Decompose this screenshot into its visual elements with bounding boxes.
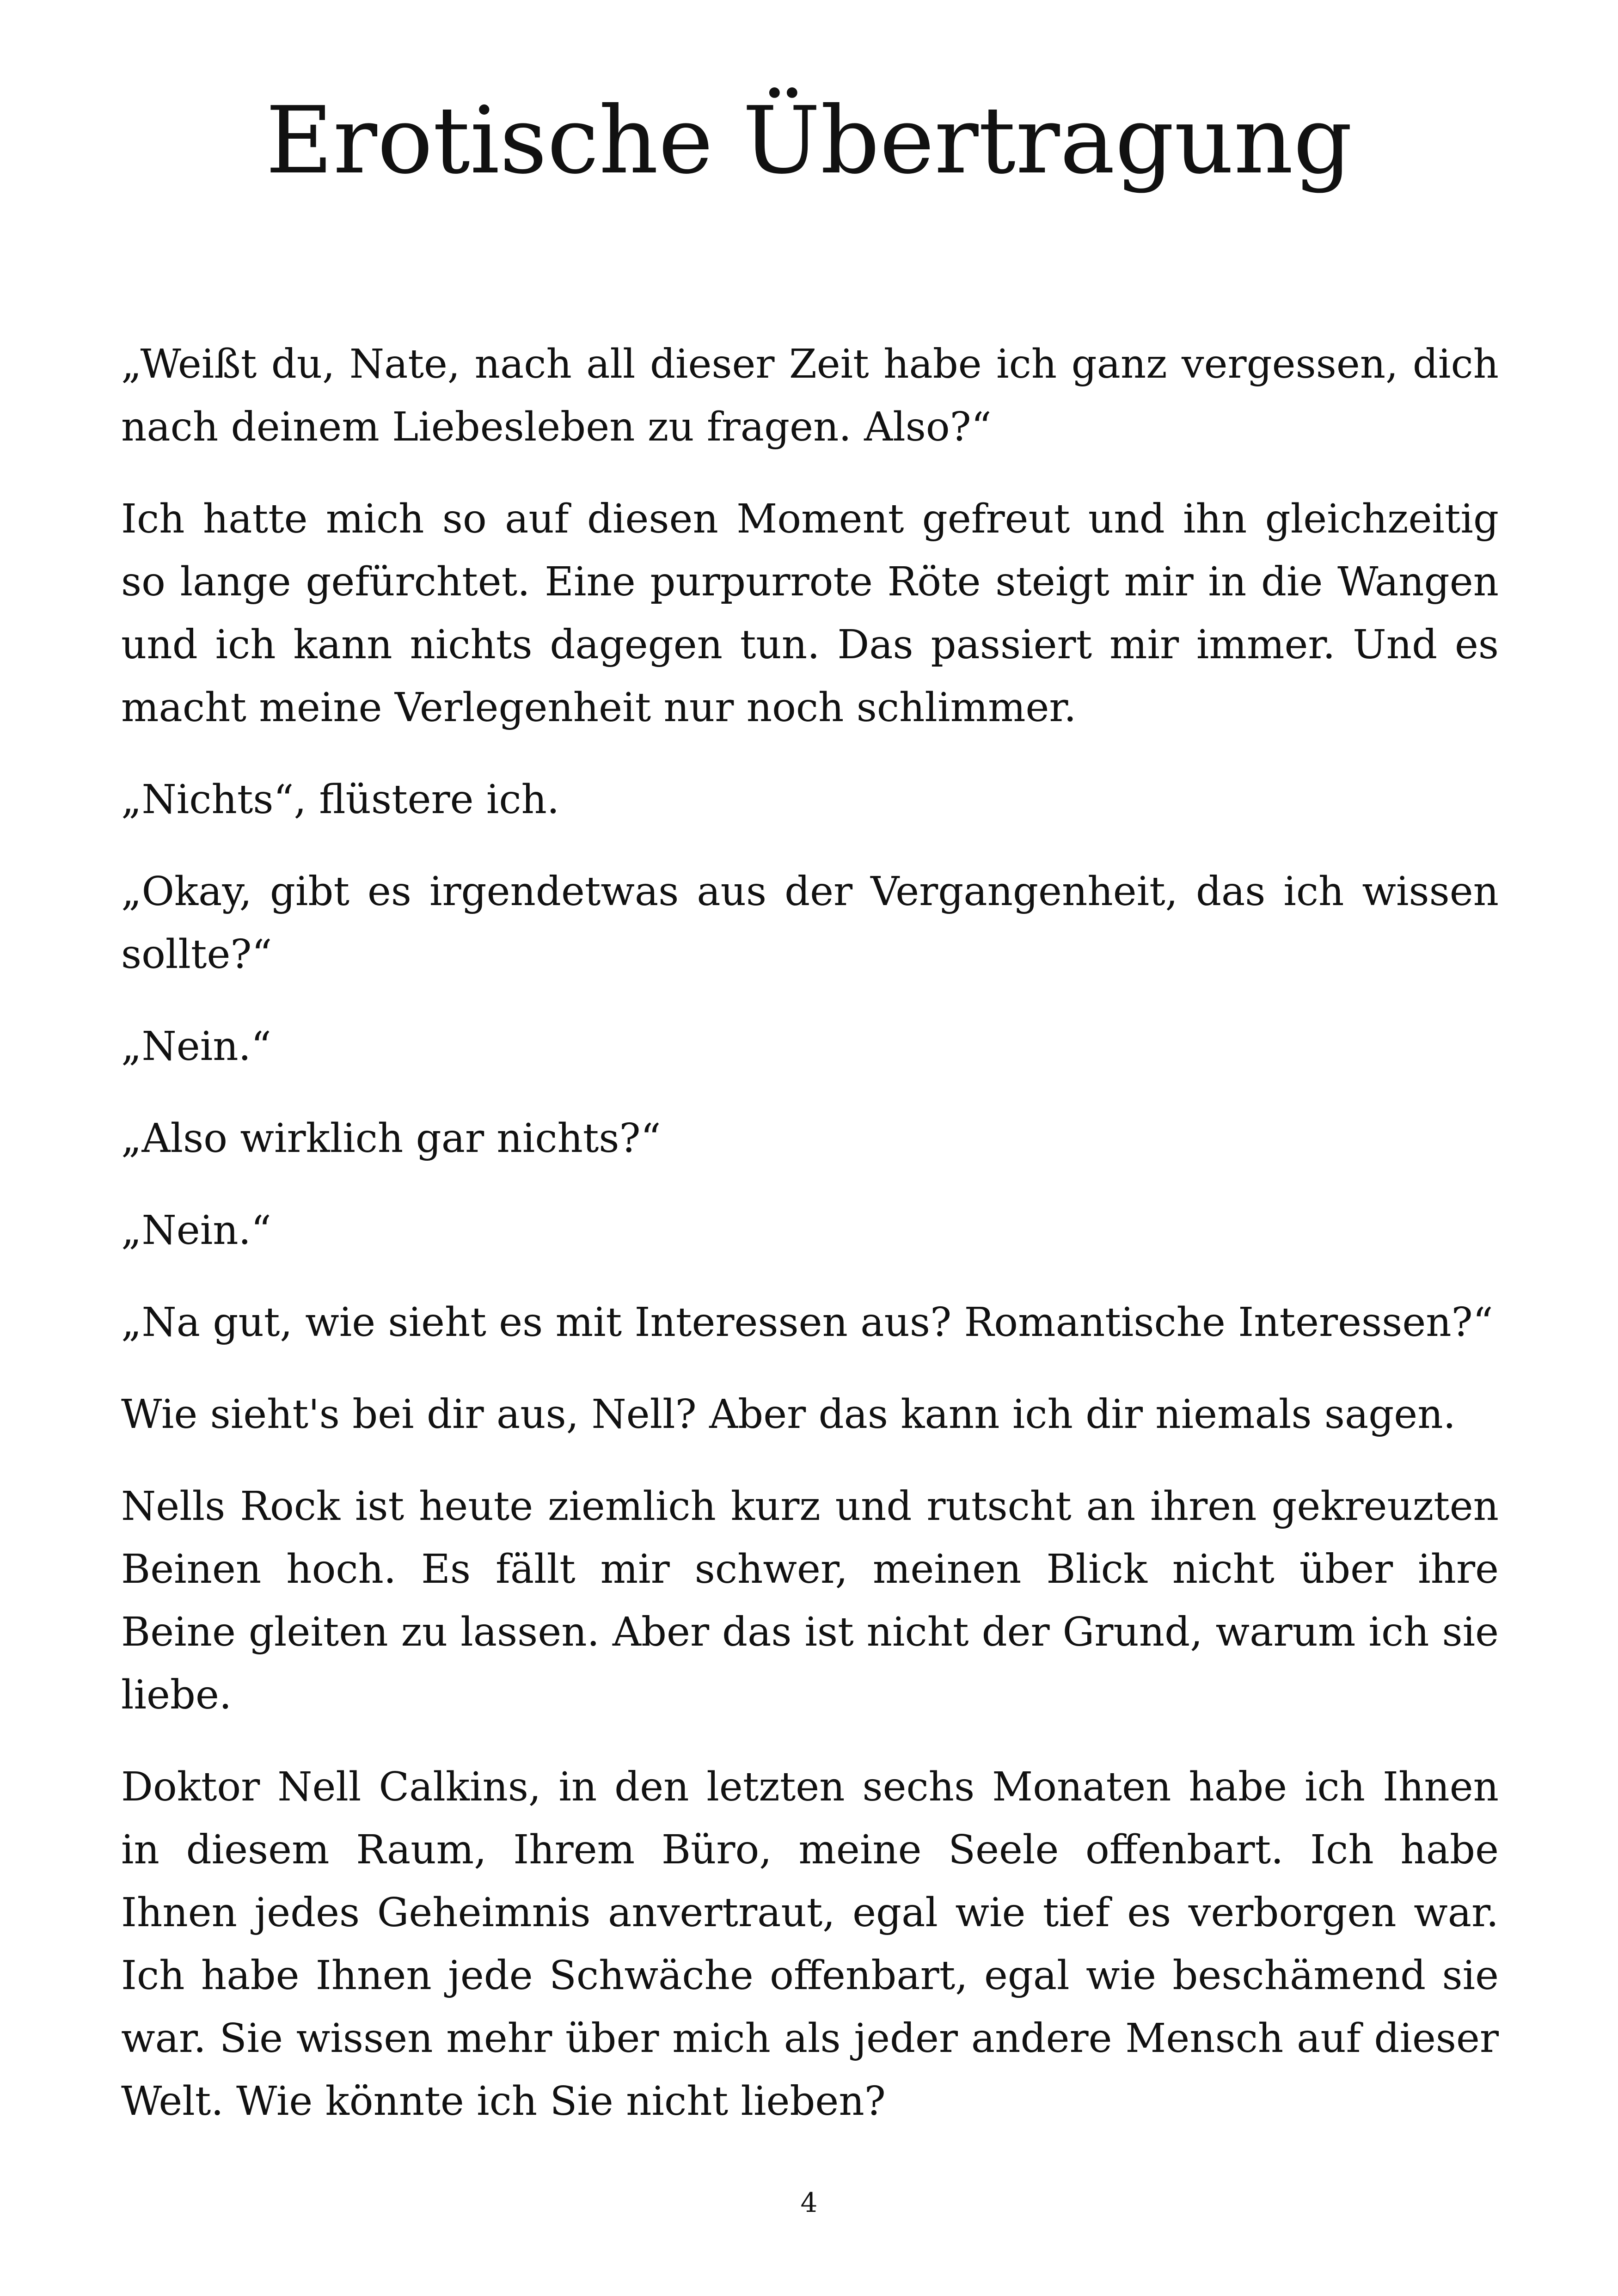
paragraph: „Also wirklich gar nichts?“: [121, 1115, 661, 1162]
paragraph: Doktor Nell Calkins, in den letzten sechs Monaten habe ich Ihnen in diesem Raum, Ihrem Büro, meine Seele offenbart. Ich habe Ihnen jedes Geheimnis anvertraut, egal wie tief es verborgen war. Ich habe Ihnen jede Schwäche offenbart, egal wie beschämend sie war. Sie wissen mehr über mich als jeder andere Mensch auf dieser Welt. Wie könnte ich Sie nicht lieben?: [121, 1764, 1499, 2125]
paragraph: Wie sieht's bei dir aus, Nell? Aber das kann ich dir niemals sagen.: [121, 1391, 1456, 1438]
chapter-title: Erotische Übertragung: [265, 87, 1353, 195]
paragraph: „Okay, gibt es irgendetwas aus der Vergangenheit, das ich wissen sollte?“: [121, 869, 1499, 978]
paragraph: „Weißt du, Nate, nach all dieser Zeit habe ich ganz vergessen, dich nach deinem Liebesleben zu fragen. Also?“: [121, 341, 1499, 450]
page-number: 4: [800, 2187, 818, 2218]
paragraph: „Nein.“: [121, 1023, 271, 1070]
chapter-body: [121, 333, 1499, 2162]
paragraph: „Nichts“, flüstere ich.: [121, 777, 560, 823]
paragraph: „Nein.“: [121, 1207, 271, 1254]
paragraph: Ich hatte mich so auf diesen Moment gefreut und ihn gleichzeitig so lange gefürchtet. Eine purpurrote Röte steigt mir in die Wangen und ich kann nichts dagegen tun. Das passiert mir immer. Und es macht meine Verlegenheit nur noch schlimmer.: [121, 496, 1499, 731]
paragraph: Nells Rock ist heute ziemlich kurz und rutscht an ihren gekreuzten Beinen hoch. Es fällt mir schwer, meinen Blick nicht über ihre Beine gleiten zu lassen. Aber das ist nicht der Grund, warum ich sie liebe.: [121, 1483, 1499, 1718]
paragraph: „Na gut, wie sieht es mit Interessen aus? Romantische Interessen?“: [121, 1299, 1493, 1346]
